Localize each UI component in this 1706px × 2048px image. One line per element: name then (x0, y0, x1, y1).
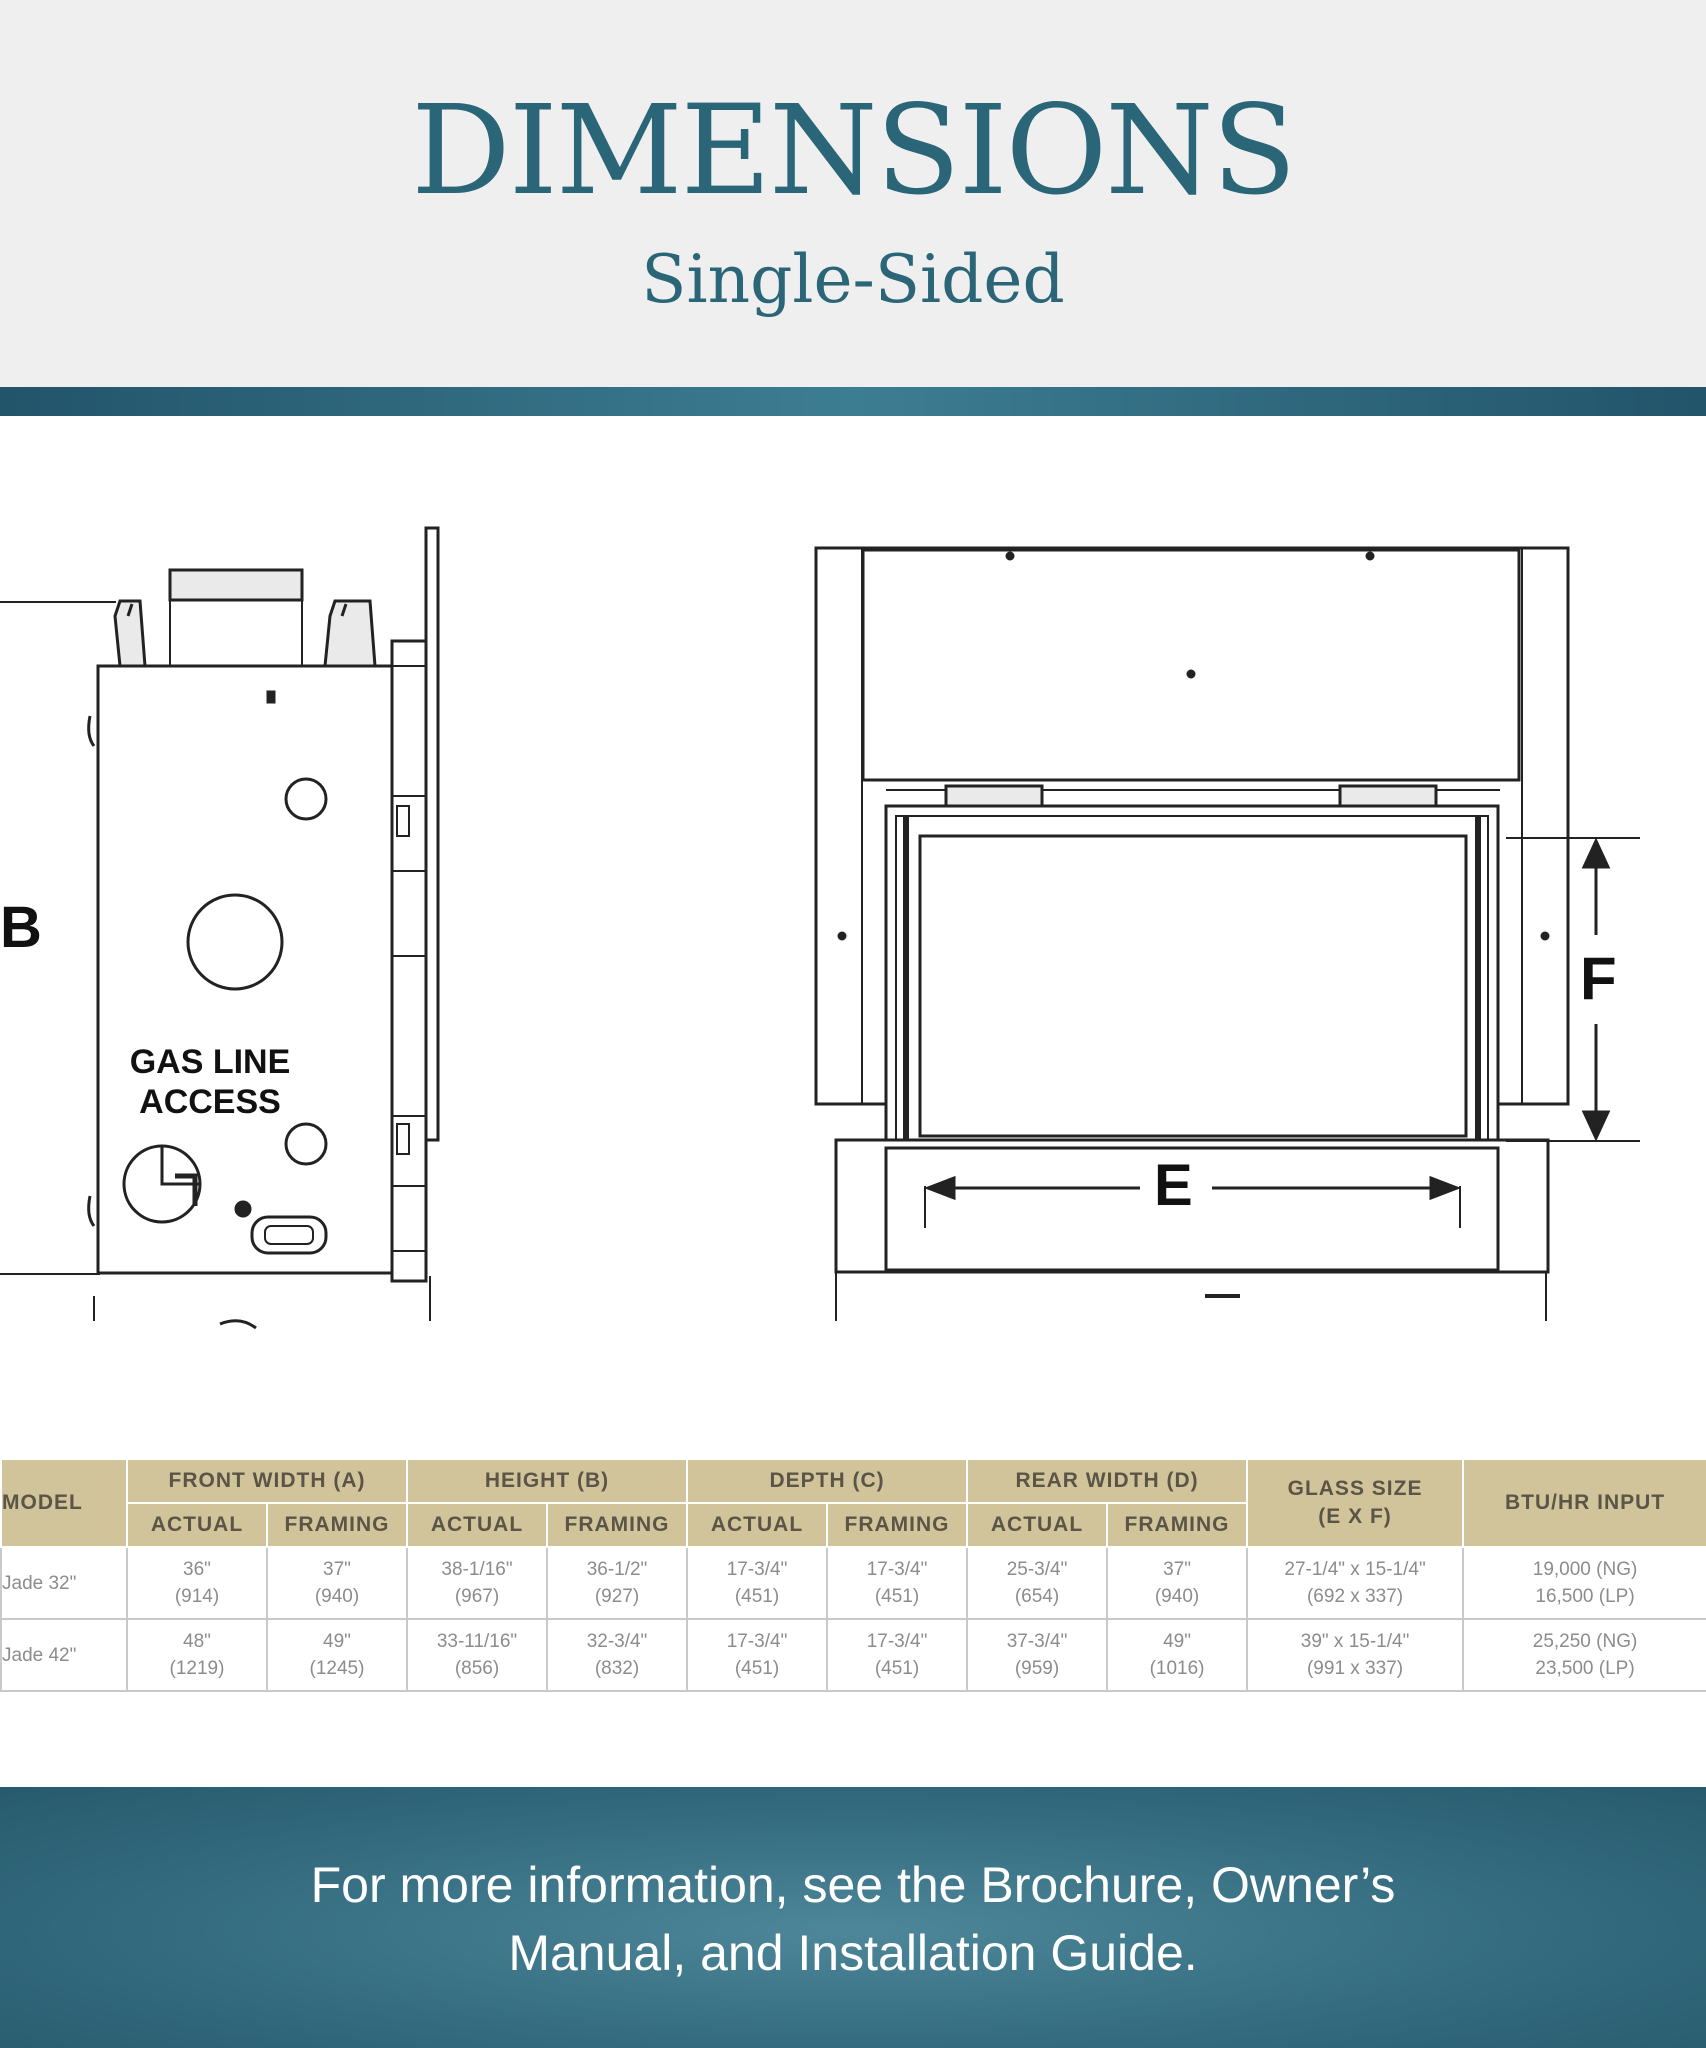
footer-line2: Manual, and Installation Guide. (508, 1925, 1198, 1981)
value-mm: (940) (314, 1586, 360, 1607)
subheader-framing: FRAMING (827, 1503, 967, 1547)
front-view-label-f: F (1580, 945, 1617, 1012)
value-cell (127, 1547, 267, 1619)
value-cell (967, 1619, 1107, 1691)
value-inches: 36" (183, 1559, 211, 1580)
value-mm: (451) (734, 1658, 780, 1679)
footer-panel (0, 1787, 1706, 2048)
btu-lp: 16,500 (LP) (1535, 1586, 1635, 1607)
value-cell (267, 1619, 407, 1691)
value-mm: (959) (1014, 1658, 1060, 1679)
value-inches: 39" x 15-1/4" (1300, 1631, 1410, 1652)
height-header: HEIGHT (B) (407, 1459, 687, 1503)
value-mm: (1219) (169, 1658, 225, 1679)
value-cell (1247, 1619, 1463, 1691)
side-view-drawing (0, 528, 438, 1328)
value-cell (827, 1547, 967, 1619)
value-mm: (654) (1014, 1586, 1060, 1607)
gas-line-access-label (120, 1042, 300, 1122)
subheader-actual: ACTUAL (407, 1503, 547, 1547)
depth-header: DEPTH (C) (687, 1459, 967, 1503)
value-cell (407, 1547, 547, 1619)
value-mm: (856) (454, 1658, 500, 1679)
glass-size-header-line2: (E X F) (1318, 1505, 1392, 1528)
value-mm: (1016) (1149, 1658, 1205, 1679)
subheader-framing: FRAMING (267, 1503, 407, 1547)
value-inches: 27-1/4" x 15-1/4" (1284, 1559, 1426, 1580)
value-cell (547, 1619, 687, 1691)
value-cell (407, 1619, 547, 1691)
value-inches: 49" (323, 1631, 351, 1652)
value-mm: (914) (174, 1586, 220, 1607)
dimension-drawings (0, 416, 1706, 1416)
btu-header: BTU/HR INPUT (1463, 1459, 1706, 1547)
model-cell: Jade 42" (1, 1619, 127, 1691)
header-panel (0, 0, 1706, 387)
front-view-drawing (816, 548, 1640, 1321)
value-inches: 25-3/4" (1006, 1559, 1068, 1580)
value-cell (547, 1547, 687, 1619)
value-cell (687, 1547, 827, 1619)
glass-size-header (1247, 1459, 1463, 1547)
btu-ng: 19,000 (NG) (1532, 1559, 1638, 1580)
value-mm: (451) (874, 1658, 920, 1679)
table-header-row (1, 1459, 1706, 1503)
value-inches: 17-3/4" (866, 1559, 928, 1580)
value-cell (1463, 1547, 1706, 1619)
value-mm: (991 x 337) (1306, 1658, 1404, 1679)
front-view-label-e: E (1154, 1153, 1193, 1218)
page-title: DIMENSIONS (411, 79, 1295, 223)
subheader-actual: ACTUAL (967, 1503, 1107, 1547)
value-inches: 38-1/16" (441, 1559, 513, 1580)
btu-ng: 25,250 (NG) (1532, 1631, 1638, 1652)
subheader-actual: ACTUAL (127, 1503, 267, 1547)
value-cell (827, 1619, 967, 1691)
value-inches: 17-3/4" (726, 1559, 788, 1580)
value-cell (687, 1619, 827, 1691)
value-mm: (451) (734, 1586, 780, 1607)
value-inches: 17-3/4" (726, 1631, 788, 1652)
value-mm: (451) (874, 1586, 920, 1607)
side-view-label-b: B (0, 895, 42, 960)
value-inches: 33-11/16" (436, 1631, 518, 1652)
value-cell (267, 1547, 407, 1619)
btu-lp: 23,500 (LP) (1535, 1658, 1635, 1679)
value-inches: 17-3/4" (866, 1631, 928, 1652)
front-width-header: FRONT WIDTH (A) (127, 1459, 407, 1503)
subheader-framing: FRAMING (1107, 1503, 1247, 1547)
glass-size-header-line1: GLASS SIZE (1287, 1477, 1423, 1500)
value-inches: 37-3/4" (1006, 1631, 1068, 1652)
value-mm: (832) (594, 1658, 640, 1679)
table-row (1, 1547, 1706, 1619)
value-cell (1247, 1547, 1463, 1619)
gas-line-label-line1: GAS LINE (129, 1043, 291, 1081)
value-inches: 48" (183, 1631, 211, 1652)
value-mm: (692 x 337) (1306, 1586, 1404, 1607)
gas-line-label-line2: ACCESS (139, 1083, 281, 1121)
value-inches: 49" (1163, 1631, 1191, 1652)
header-divider-band (0, 387, 1706, 416)
value-cell (127, 1619, 267, 1691)
value-cell (1107, 1547, 1247, 1619)
footer-note (0, 1851, 1706, 1987)
dimensions-table (0, 1458, 1706, 1692)
subheader-actual: ACTUAL (687, 1503, 827, 1547)
footer-line1: For more information, see the Brochure, Owner’s (310, 1857, 1396, 1913)
value-inches: 37" (323, 1559, 351, 1580)
value-inches: 32-3/4" (586, 1631, 648, 1652)
value-mm: (940) (1154, 1586, 1200, 1607)
value-cell (1107, 1619, 1247, 1691)
rear-width-header: REAR WIDTH (D) (967, 1459, 1247, 1503)
value-cell (967, 1547, 1107, 1619)
value-mm: (927) (594, 1586, 640, 1607)
value-mm: (1245) (309, 1658, 365, 1679)
model-cell: Jade 32" (1, 1547, 127, 1619)
value-inches: 37" (1163, 1559, 1191, 1580)
subheader-framing: FRAMING (547, 1503, 687, 1547)
page-subtitle: Single-Sided (641, 241, 1065, 318)
model-header: MODEL (1, 1459, 127, 1547)
table-row (1, 1619, 1706, 1691)
technical-drawing (0, 416, 1706, 1416)
value-cell (1463, 1619, 1706, 1691)
value-inches: 36-1/2" (586, 1559, 648, 1580)
value-mm: (967) (454, 1586, 500, 1607)
